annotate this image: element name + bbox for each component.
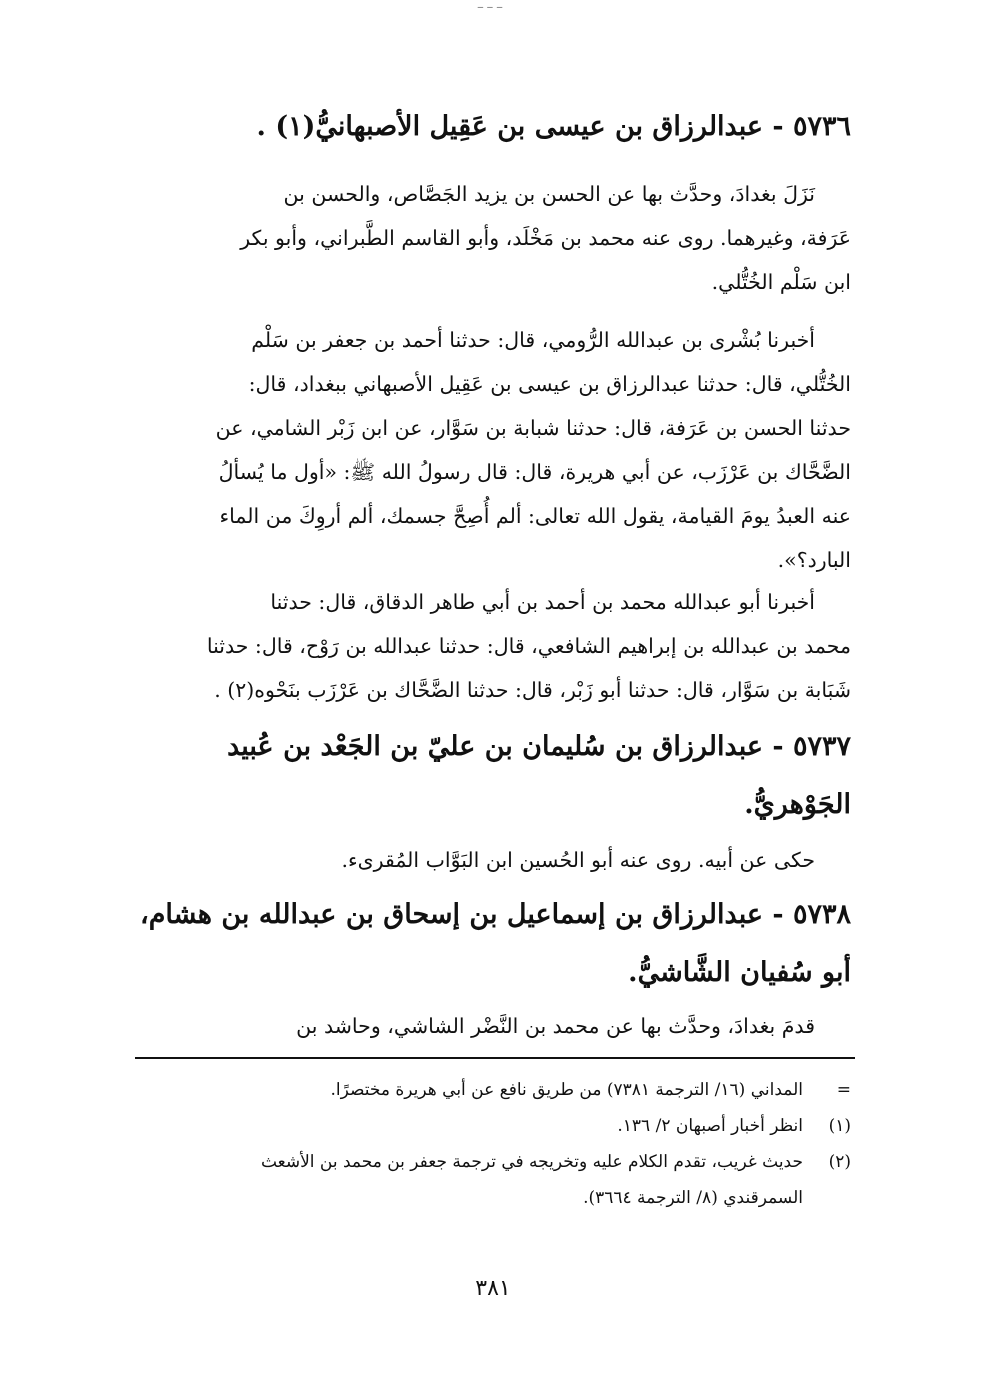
text-line: عنه العبدُ يومَ القيامة، يقول الله تعالى: ألم أُصِحَّ جسمك، ألم أروِكَ من الماء [219, 504, 851, 528]
text-line: نَزَلَ بغدادَ، وحدَّث بها عن الحسن بن يزيد الجَصَّاص، والحسن بن [283, 182, 815, 206]
text-line: حكى عن أبيه. روى عنه أبو الحُسين ابن البَوَّاب المُقرىء. [341, 848, 815, 872]
text-line: شَبَابة بن سَوَّار، قال: حدثنا أبو زَبْر، قال: حدثنا الضَّحَّاك بن عَرْزَب بنَحْوه(٢) . [214, 678, 851, 702]
text-line: الضَّحَّاك بن عَرْزَب، عن أبي هريرة، قال: قال رسولُ الله ﷺ: «أول ما يُسألُ [218, 460, 851, 484]
footnote-line: السمرقندي (٨/ الترجمة ٣٦٦٤). [583, 1188, 803, 1208]
footnote-mark: (٢) [828, 1152, 851, 1172]
entry-5737-paragraph-1 [135, 838, 851, 882]
entry-5736-paragraph-2 [135, 318, 851, 582]
text-line: محمد بن عبدالله بن إبراهيم الشافعي، قال: حدثنا عبدالله بن رَوْح، قال: حدثنا [206, 634, 851, 658]
text-line: أخبرنا بُشْرى بن عبدالله الرُّومي، قال: حدثنا أحمد بن جعفر بن سَلْم [251, 328, 815, 352]
heading-line: أبو سُفيان الشَّاشيُّ. [628, 957, 851, 988]
entry-5736-paragraph-3 [135, 580, 851, 712]
footnote-text: انظر أخبار أصبهان ٢/ ١٣٦. [617, 1116, 803, 1136]
heading-line: ٥٧٣٧ - عبدالرزاق بن سُليمان بن عليّ بن الجَعْد بن عُبيد [227, 731, 851, 762]
text-line: الخُتُّلي، قال: حدثنا عبدالرزاق بن عيسى بن عَقِيل الأصبهاني ببغداد، قال: [248, 372, 851, 396]
text-line: حدثنا الحسن بن عَرَفة، قال: حدثنا شبابة بن سَوَّار، عن ابن زَبْر الشامي، عن [215, 416, 851, 440]
entry-5738-paragraph-1 [135, 1004, 851, 1048]
text-line: عَرَفة، وغيرهما. روى عنه محمد بن مَخْلَد، وأبو القاسم الطَّبراني، وأبو بكر [240, 226, 851, 250]
footnote-2 [135, 1144, 851, 1216]
footnote-text [135, 1144, 803, 1216]
entry-heading-5736: ٥٧٣٦ - عبدالرزاق بن عيسى بن عَقِيل الأصبهانيُّ(١) . [256, 111, 851, 142]
footnote-continuation [135, 1072, 851, 1108]
footnote-text: المداني (١٦/ الترجمة ٧٣٨١) من طريق نافع عن أبي هريرة مختصرًا. [330, 1080, 803, 1100]
text-line: ابن سَلْم الخُتُّلي. [711, 270, 851, 294]
text-line: البارد؟». [777, 548, 851, 572]
text-line: قدمَ بغدادَ، وحدَّث بها عن محمد بن النَّضْر الشاشي، وحاشد بن [296, 1014, 815, 1038]
footnote-mark: (١) [828, 1116, 851, 1136]
footnotes [135, 1072, 851, 1216]
text-line: أخبرنا أبو عبدالله محمد بن أحمد بن أبي طاهر الدقاق، قال: حدثنا [270, 590, 815, 614]
heading-line: الجَوْهريُّ. [744, 789, 851, 820]
footnote-line: حديث غريب، تقدم الكلام عليه وتخريجه في ترجمة جعفر بن محمد بن الأشعث [260, 1152, 803, 1172]
top-marks: ‒ ‒ ‒ [477, 2, 503, 13]
entry-5736-paragraph-1 [135, 172, 851, 304]
page-number: ٣٨١ [475, 1276, 511, 1301]
footnote-1 [135, 1108, 851, 1144]
entry-heading-5737 [135, 718, 851, 834]
entry-heading-5738 [135, 886, 851, 1002]
footnote-separator [135, 1057, 855, 1059]
heading-line: ٥٧٣٨ - عبدالرزاق بن إسماعيل بن إسحاق بن عبدالله بن هشام، [140, 899, 851, 930]
footnote-mark: = [836, 1080, 851, 1100]
